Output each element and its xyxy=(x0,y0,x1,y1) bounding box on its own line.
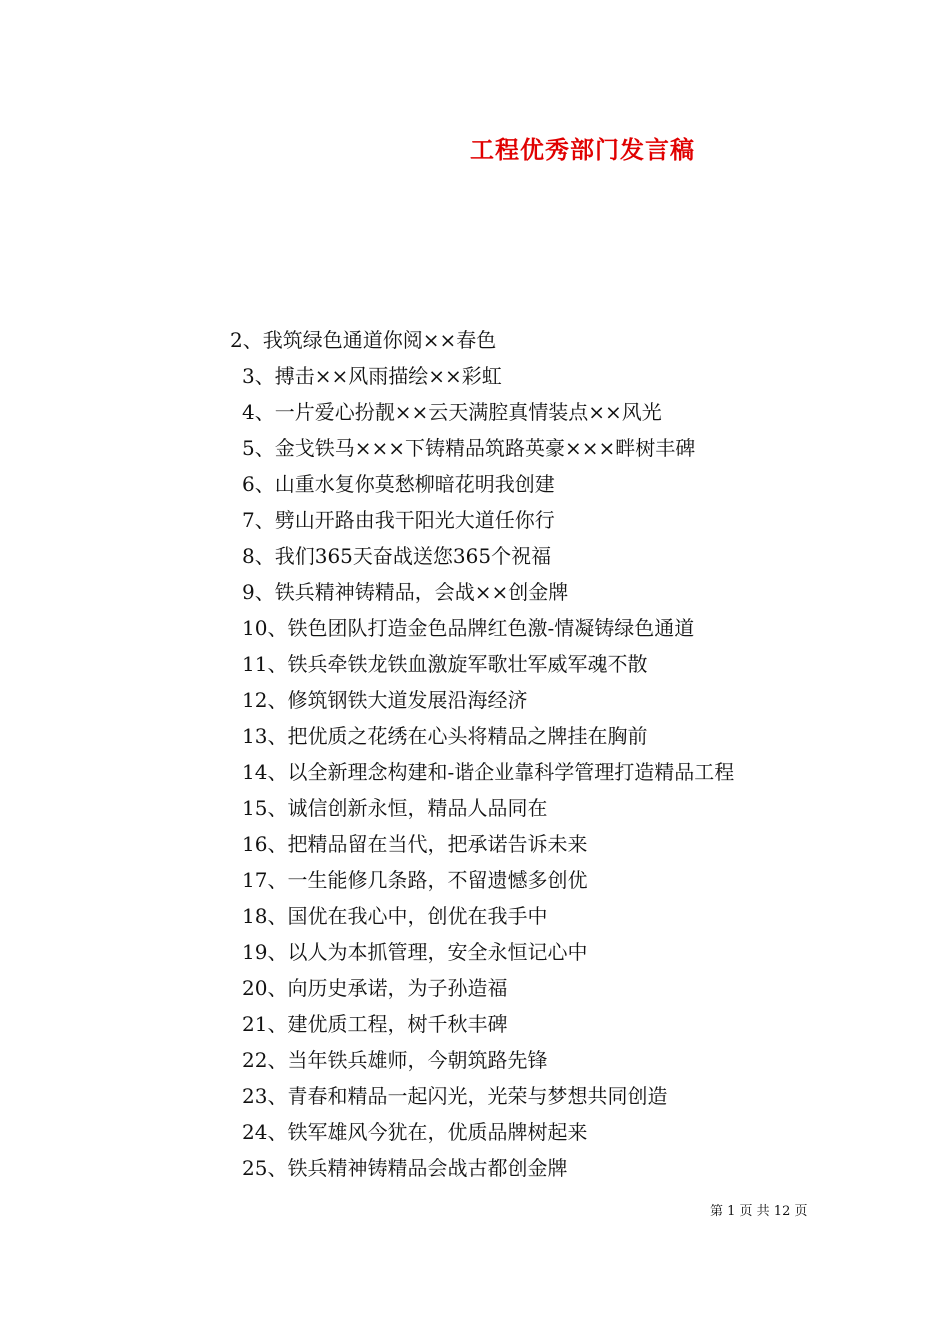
document-title: 工程优秀部门发言稿 xyxy=(470,136,695,164)
list-item: 2、我筑绿色通道你阅××春色 xyxy=(230,328,497,352)
list-item: 14、以全新理念构建和-谐企业靠科学管理打造精品工程 xyxy=(242,760,735,784)
list-item: 12、修筑钢铁大道发展沿海经济 xyxy=(242,688,528,712)
list-item: 10、铁色团队打造金色品牌红色激-情凝铸绿色通道 xyxy=(242,616,695,640)
slogan-list xyxy=(230,322,850,1186)
list-item: 17、一生能修几条路，不留遗憾多创优 xyxy=(242,868,588,892)
list-item: 5、金戈铁马×××下铸精品筑路英豪×××畔树丰碑 xyxy=(242,436,696,460)
list-item: 13、把优质之花绣在心头将精品之牌挂在胸前 xyxy=(242,724,648,748)
list-item: 6、山重水复你莫愁柳暗花明我创建 xyxy=(242,472,555,496)
list-item: 3、搏击××风雨描绘××彩虹 xyxy=(242,364,502,388)
list-item: 21、建优质工程，树千秋丰碑 xyxy=(242,1012,508,1036)
list-item: 4、一片爱心扮靓××云天满腔真情装点××风光 xyxy=(242,400,662,424)
list-item: 19、以人为本抓管理，安全永恒记心中 xyxy=(242,940,588,964)
list-item: 7、劈山开路由我干阳光大道任你行 xyxy=(242,508,555,532)
list-item: 11、铁兵牵铁龙铁血激旋军歌壮军威军魂不散 xyxy=(242,652,648,676)
page-number: 第 1 页 共 12 页 xyxy=(710,1204,808,1219)
list-item: 9、铁兵精神铸精品，会战××创金牌 xyxy=(242,580,569,604)
list-item: 25、铁兵精神铸精品会战古都创金牌 xyxy=(242,1156,568,1180)
list-item: 8、我们365天奋战送您365个祝福 xyxy=(242,544,552,568)
list-item: 24、铁军雄风今犹在，优质品牌树起来 xyxy=(242,1120,588,1144)
list-item: 18、国优在我心中，创优在我手中 xyxy=(242,904,548,928)
list-item: 23、青春和精品一起闪光，光荣与梦想共同创造 xyxy=(242,1084,668,1108)
list-item: 16、把精品留在当代，把承诺告诉未来 xyxy=(242,832,588,856)
list-item: 20、向历史承诺，为子孙造福 xyxy=(242,976,508,1000)
list-item: 15、诚信创新永恒，精品人品同在 xyxy=(242,796,548,820)
list-item: 22、当年铁兵雄师，今朝筑路先锋 xyxy=(242,1048,548,1072)
